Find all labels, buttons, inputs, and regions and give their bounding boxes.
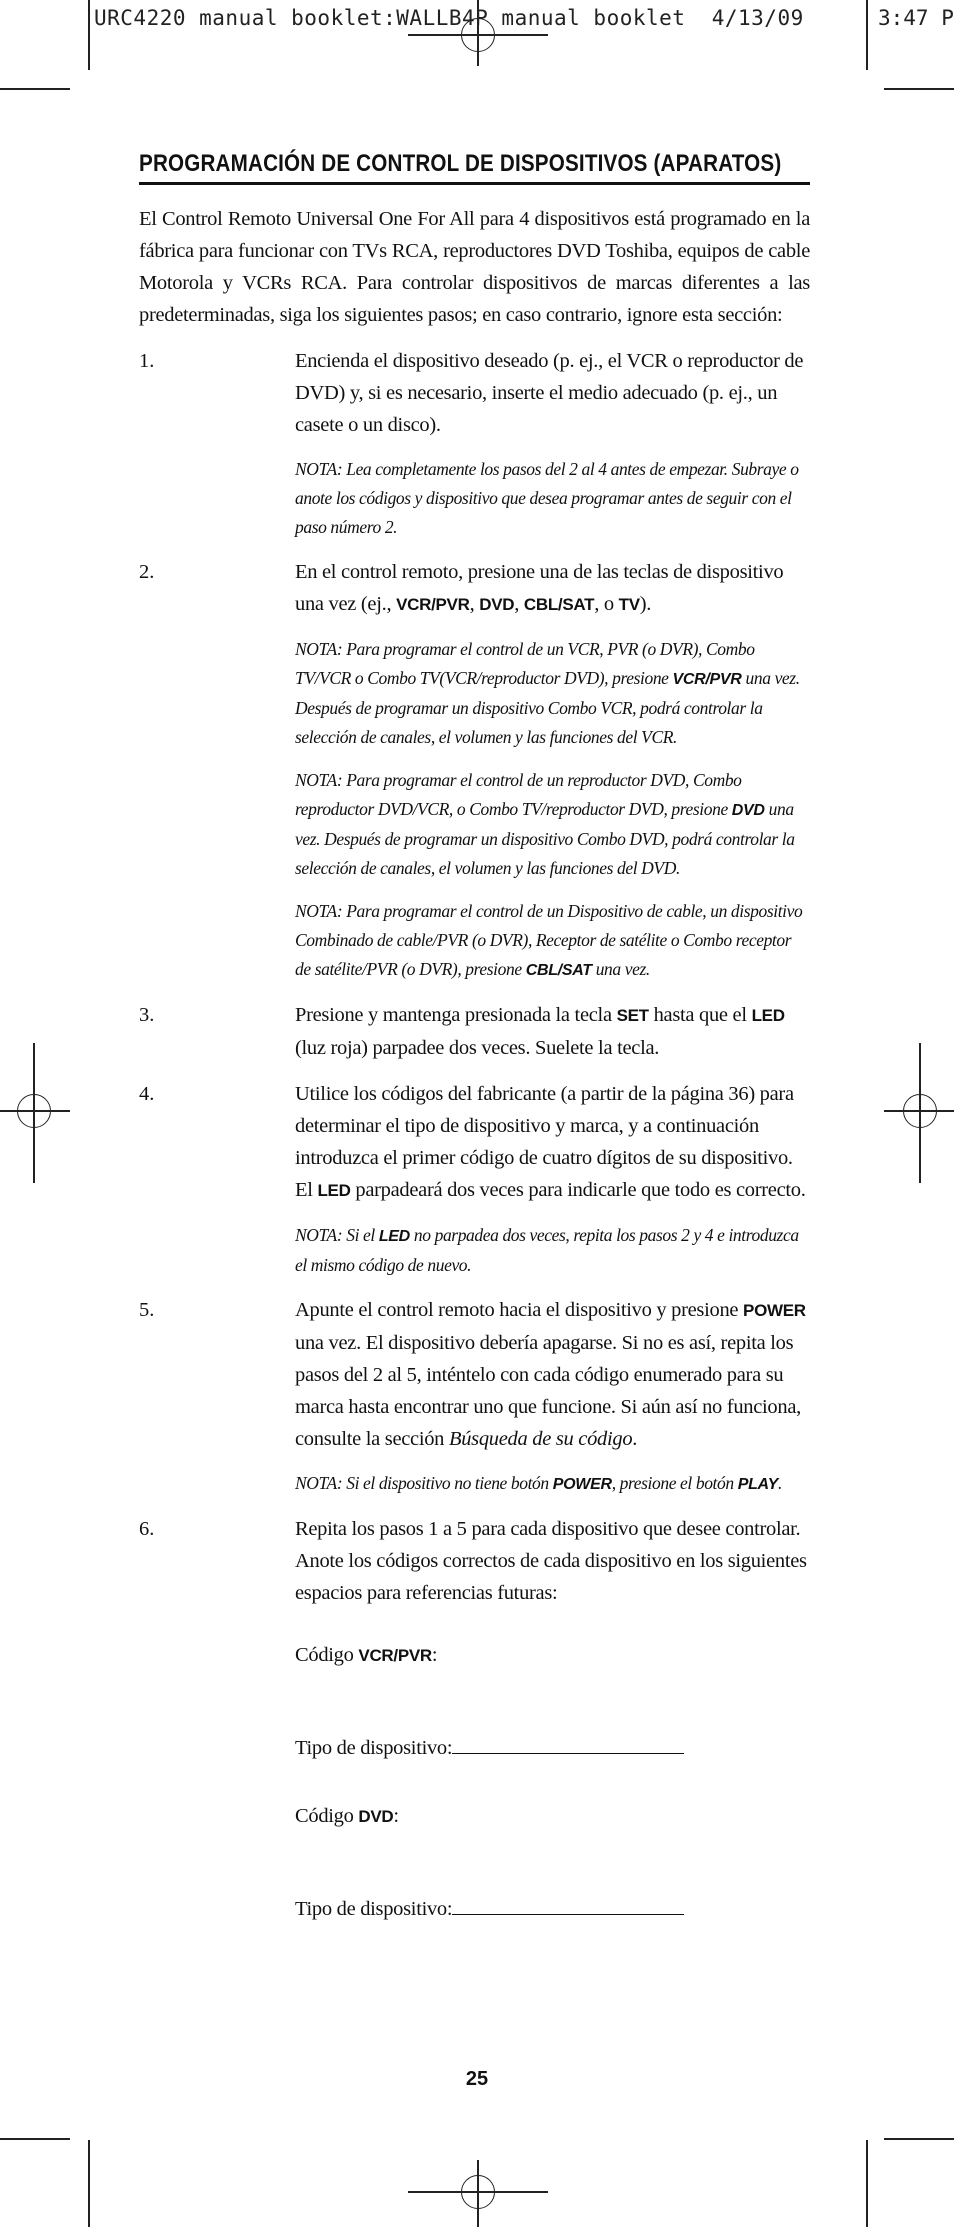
step-3 xyxy=(139,999,810,1064)
key-label: LED xyxy=(317,1181,351,1200)
key-label: LED xyxy=(751,1006,785,1025)
key-label: CBL/SAT xyxy=(525,962,592,979)
step-text: En el control remoto, presione una de las teclas de dispositivo una vez (ej., VCR/PVR, DVD, CBL/SAT, o TV). xyxy=(295,561,784,615)
blank-line xyxy=(452,1752,684,1754)
dvd-code-field: Código DVD: xyxy=(295,1805,399,1827)
print-slug-time: 3:47 P xyxy=(878,6,954,30)
step-note: NOTA: Para programar el control de un VCR, PVR (o DVR), Combo TV/VCR o Combo TV(VCR/reproductor DVD), presione VCR/PVR una vez. Después de programar un dispositivo Combo VCR, podrá controlar la selección de canales, el volumen y las funciones del VCR. xyxy=(295,639,800,747)
key-label: POWER xyxy=(743,1301,806,1320)
crop-mark xyxy=(88,2140,90,2227)
crop-mark xyxy=(0,2138,70,2140)
step-note: NOTA: Lea completamente los pasos del 2 al 4 antes de empezar. Subraye o anote los códigos y dispositivo que desea programar antes de seguir con el paso número 2. xyxy=(295,459,799,537)
step-5 xyxy=(139,1294,810,1499)
section-reference: Búsqueda de su código xyxy=(448,1428,633,1450)
crop-mark xyxy=(866,0,868,70)
registration-mark xyxy=(0,1110,70,1112)
title-rule xyxy=(139,182,810,185)
step-1 xyxy=(139,345,810,542)
crop-mark xyxy=(884,2138,954,2140)
step-note: NOTA: Para programar el control de un Dispositivo de cable, un dispositivo Combinado de cable/PVR (o DVR), Receptor de satélite o Combo receptor de satélite/PVR (o DVR), presione CBL/SAT una vez. xyxy=(295,901,803,979)
key-label: DVD xyxy=(731,802,765,819)
step-2 xyxy=(139,556,810,985)
blank-line xyxy=(452,1913,684,1915)
key-label: TV xyxy=(618,595,640,614)
crop-mark xyxy=(88,0,90,70)
page-title: PROGRAMACIÓN DE CONTROL DE DISPOSITIVOS (APARATOS) xyxy=(139,150,782,177)
key-label: VCR/PVR xyxy=(672,671,742,688)
registration-mark xyxy=(33,1043,35,1183)
step-number: 5. xyxy=(139,1299,155,1321)
step-number: 1. xyxy=(139,350,155,372)
device-type-field: Tipo de dispositivo: xyxy=(295,1893,810,1925)
key-label: DVD xyxy=(479,595,515,614)
key-label: VCR/PVR xyxy=(358,1646,432,1665)
step-text: Presione y mantenga presionada la tecla SET hasta que el LED (luz roja) parpadee dos veces. Suelete la tecla. xyxy=(295,1004,785,1059)
crop-mark xyxy=(866,2140,868,2227)
crop-mark xyxy=(0,88,70,90)
step-text: Encienda el dispositivo deseado (p. ej., el VCR o reproductor de DVD) y, si es necesario, inserte el medio adecuado (p. ej., un casete o un disco). xyxy=(295,350,804,436)
registration-mark xyxy=(919,1043,921,1183)
key-label: DVD xyxy=(358,1807,394,1826)
step-text: Utilice los códigos del fabricante (a partir de la página 36) para determinar el tipo de dispositivo y marca, y a continuación introduzca el primer código de cuatro dígitos de su dispositivo. El LED parpadeará dos veces para indicarle que todo es correcto. xyxy=(295,1083,806,1201)
step-text: Repita los pasos 1 a 5 para cada dispositivo que desee controlar. Anote los códigos correctos de cada dispositivo en los siguientes espacios para referencias futuras: xyxy=(295,1518,807,1604)
step-note: NOTA: Si el dispositivo no tiene botón POWER, presione el botón PLAY. xyxy=(295,1473,782,1493)
device-type-field: Tipo de dispositivo: xyxy=(295,1732,810,1764)
crop-mark xyxy=(884,88,954,90)
page-content xyxy=(139,150,810,1925)
key-label: POWER xyxy=(552,1476,612,1493)
key-label: LED xyxy=(378,1228,410,1245)
step-note: NOTA: Si el LED no parpadea dos veces, repita los pasos 2 y 4 e introduzca el mismo código de nuevo. xyxy=(295,1225,799,1275)
step-6 xyxy=(139,1513,810,1925)
step-text: Apunte el control remoto hacia el dispositivo y presione POWER una vez. El dispositivo debería apagarse. Si no es así, repita los pasos del 2 al 5, inténtelo con cada código enumerado para su marca hasta encontrar uno que funcione. Si aún así no funciona, consulte la sección Búsqueda de su código. xyxy=(295,1299,806,1450)
step-number: 2. xyxy=(139,561,155,583)
vcr-code-field: Código VCR/PVR: xyxy=(295,1644,438,1666)
key-label: CBL/SAT xyxy=(523,595,595,614)
step-note: NOTA: Para programar el control de un reproductor DVD, Combo reproductor DVD/VCR, o Combo TV/reproductor DVD, presione DVD una vez. Después de programar un dispositivo Combo DVD, podrá controlar la selección de canales, el volumen y las funciones del DVD. xyxy=(295,770,795,878)
registration-mark xyxy=(477,2160,479,2227)
key-label: VCR/PVR xyxy=(396,595,470,614)
key-label: PLAY xyxy=(737,1476,778,1493)
key-label: SET xyxy=(616,1006,649,1025)
step-number: 6. xyxy=(139,1518,155,1540)
step-number: 4. xyxy=(139,1083,155,1105)
intro-paragraph: El Control Remoto Universal One For All para 4 dispositivos está programado en la fábrica para funcionar con TVs RCA, reproductores DVD Toshiba, equipos de cable Motorola y VCRs RCA. Para controlar dispositivos de marcas diferentes a las predeterminadas, siga los siguientes pasos; en caso contrario, ignore esta sección: xyxy=(139,208,810,326)
print-slug: URC4220 manual booklet:WALLB4P manual booklet 4/13/09 xyxy=(94,6,804,30)
step-4 xyxy=(139,1078,810,1280)
step-number: 3. xyxy=(139,1004,155,1026)
page-number: 25 xyxy=(465,2068,489,2090)
